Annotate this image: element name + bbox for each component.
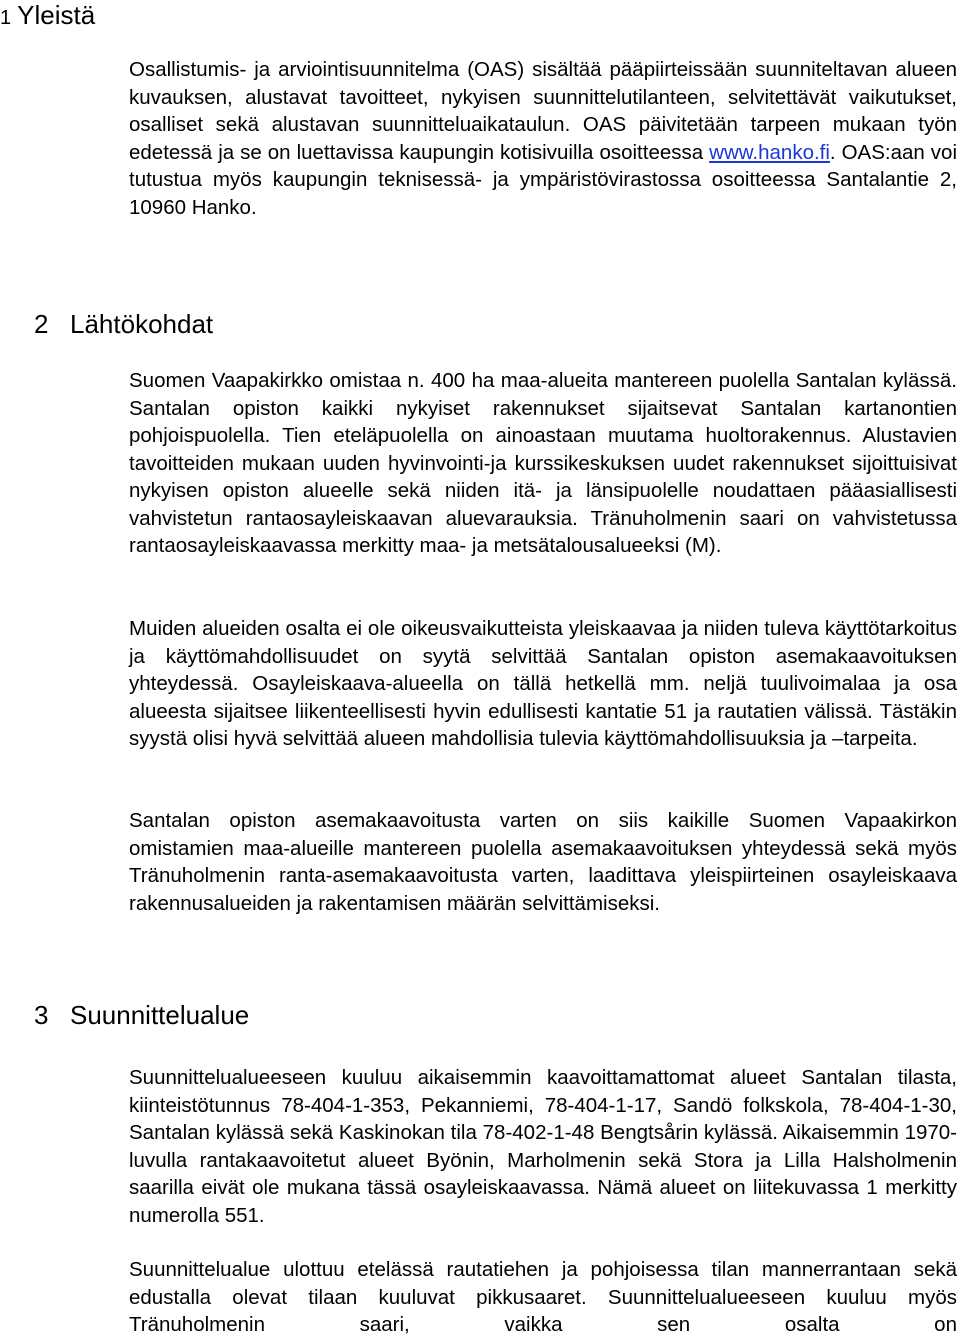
- paragraph: Suunnittelualue ulottuu etelässä rautatiehen ja pohjoisessa tilan mannerrantaan sekä edustalla olevat tilaan kuuluvat pikkusaaret. Suunnittelualueeseen kuuluu myös Tränuholmenin saari, vaikka sen osalta on: [129, 1258, 957, 1336]
- section-title: Yleistä: [17, 0, 96, 30]
- section-title: Lähtökohdat: [70, 309, 214, 339]
- paragraph-text: . OAS:aan voi tutustua myös kaupungin teknisessä- ja ympäristövirastossa osoitteessa Santalantie 2, 10960 Hanko.: [129, 140, 957, 219]
- paragraph-text: Osallistumis- ja arviointisuunnitelma (OAS) sisältää pääpiirteissään suunniteltavan alueen kuvauksen, alustavat tavoitteet, nykyisen suunnittelutilanteen, selvitettävät vaikutukset, osalliset sekä alustavan suunnitteluaikataulun. OAS päivitetään tarpeen mukaan työn edetessä ja se on luettavissa kaupungin kotisivuilla osoitteessa: [129, 58, 957, 164]
- section-heading-1: [0, 0, 95, 33]
- paragraph: Suomen Vaapakirkko omistaa n. 400 ha maa-alueita mantereen puolella Santalan kylässä. Santalan opiston kaikki nykyiset rakennukset sijaitsevat Santalan kartanontien pohjoispuolella. Tien eteläpuolella on ainoastaan muutama huoltorakennus. Alustavien tavoitteiden mukaan uuden hyvinvointi-ja kurssikeskuksen uudet rakennukset sijoittuisivat nykyisen opiston alueelle sekä niiden itä- ja länsipuolelle noudattaen pääasiallisesti vahvistetun rantaosayleiskaavan aluevarauksia. Tränuholmenin saari on vahvistetussa rantaosayleiskaavassa merkitty maa- ja metsätalousalueeksi (M).: [129, 369, 957, 557]
- section-number: 3: [34, 1000, 49, 1030]
- paragraph: Suunnittelualueeseen kuuluu aikaisemmin kaavoittamattomat alueet Santalan tilasta, kiinteistötunnus 78-404-1-353, Pekanniemi, 78-404-1-17, Sandö folkskola, 78-404-1-30, Santalan kylässä sekä Kaskinokan tila 78-402-1-48 Bengtsårin kylässä. Aikaisemmin 1970-luvulla rantakaavoitetut alueet Byönin, Marholmenin sekä Stora ja Lilla Halsholmenin saarilla eivät ole mukana tässä osayleiskaavassa. Nämä alueet on liitekuvassa 1 merkitty numerolla 551.: [129, 1066, 957, 1227]
- section-heading-2: [34, 308, 213, 340]
- paragraph: Muiden alueiden osalta ei ole oikeusvaikutteista yleiskaavaa ja niiden tuleva käyttötarkoitus ja käyttömahdollisuudet on syytä selvittää Santalan opiston asemakaavoituksen yhteydessä. Osayleiskaava-alueella on tällä hetkellä mm. neljä tuulivoimalaa ja osa alueesta sijaitsee liikenteellisesti hyvin edullisesti kantatie 51 ja rautatien välissä. Tästäkin syystä olisi hyvä selvittää alueen mahdollisia tulevia käyttömahdollisuuksia ja –tarpeita.: [129, 617, 957, 750]
- paragraph: Santalan opiston asemakaavoitusta varten on siis kaikille Suomen Vapaakirkon omistamien maa-alueille mantereen puolella asemakaavoituksen yhteydessä sekä myös Tränuholmenin ranta-asemakaavoitusta varten, laadittava yleispiirteinen osayleiskaava rakennusalueiden ja rakentamisen määrän selvittämiseksi.: [129, 809, 957, 915]
- section-title: Suunnittelualue: [70, 1000, 250, 1030]
- section-number: 2: [34, 309, 49, 339]
- section-number: 1: [0, 7, 12, 29]
- paragraph: [129, 56, 957, 221]
- section-heading-3: [34, 999, 249, 1031]
- website-link[interactable]: www.hanko.fi: [709, 140, 830, 164]
